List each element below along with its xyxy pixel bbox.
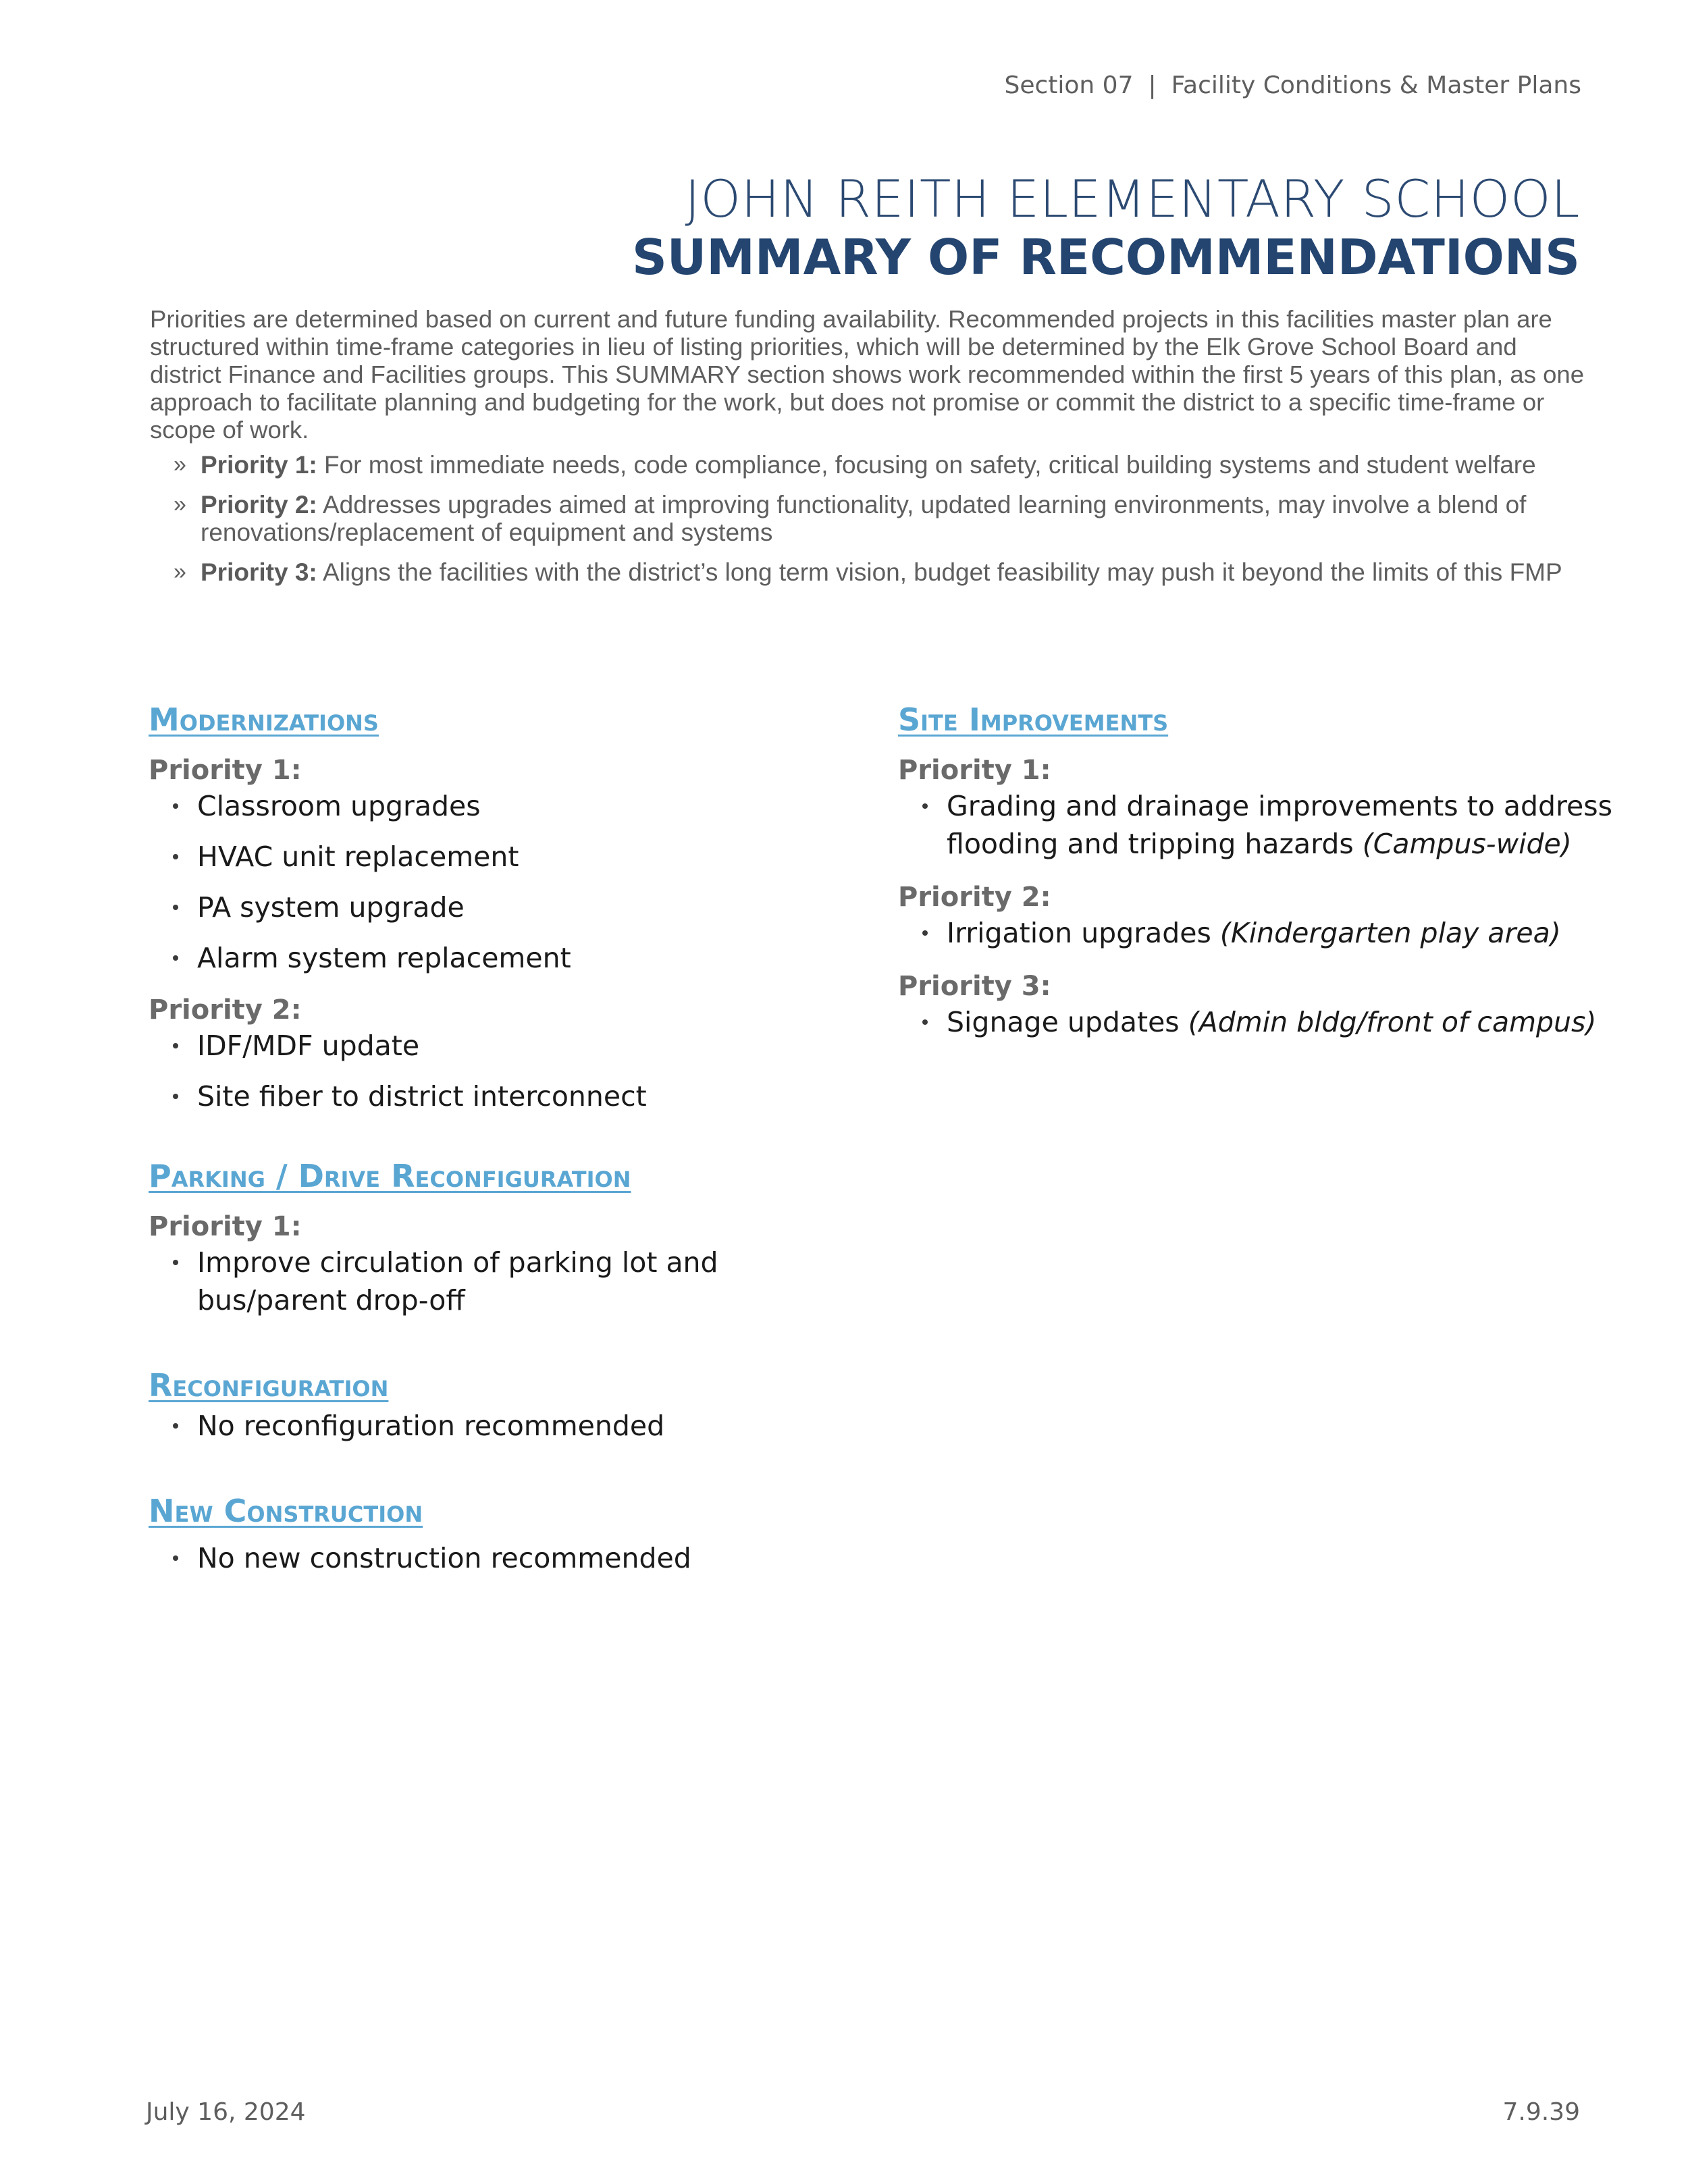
site-improvements-heading: Site Improvements <box>898 701 1169 738</box>
school-name: JOHN REITH ELEMENTARY SCHOOL <box>685 169 1580 229</box>
list-item-location: (Admin bldg/front of campus) <box>1188 1006 1597 1038</box>
bullet-icon <box>173 1423 178 1429</box>
parking-heading: Parking / Drive Reconfiguration <box>149 1158 631 1194</box>
list-item-text: Site fiber to district interconnect <box>197 1080 647 1113</box>
bullet-icon <box>922 930 928 936</box>
intro-paragraph: Priorities are determined based on current and future funding availability. Recommended projects in this facilities master plan are structured within time-frame categories in lieu of listing priorities, which will be determined by the Elk Grove School Board and district Finance and Facilities groups. This SUMMARY section shows work recommended within the first 5 years of this plan, as one approach to facilitate planning and budgeting for the work, but does not promise or commit the district to a specific time-frame or scope of work. <box>150 305 1585 444</box>
priority-definition-text: Aligns the facilities with the district’s long term vision, budget feasibility may push it beyond the limits of this FMP <box>317 558 1562 586</box>
list-item <box>149 888 864 926</box>
list-item <box>149 838 864 876</box>
left-column <box>149 701 864 1590</box>
site-priority-3-list <box>898 1003 1614 1041</box>
list-item <box>149 1244 864 1319</box>
parking-section <box>149 1157 864 1319</box>
modernizations-heading: Modernizations <box>149 701 379 738</box>
priority-label: Priority 1: <box>149 755 302 786</box>
title-block <box>632 170 1580 286</box>
bullet-icon <box>173 803 178 809</box>
list-item-text: Classroom upgrades <box>197 790 481 822</box>
priority-definition-3 <box>150 558 1588 586</box>
priority-definitions <box>150 451 1588 598</box>
site-priority-1-list <box>898 787 1614 863</box>
list-item <box>898 914 1614 952</box>
priority-definition-label: Priority 2: <box>201 491 317 518</box>
priority-definition-2 <box>150 491 1588 546</box>
header-separator: | <box>1148 72 1157 99</box>
list-item <box>149 1407 864 1445</box>
list-item-text: No reconfiguration recommended <box>197 1410 665 1442</box>
list-item <box>149 1027 864 1065</box>
list-item-location: (Kindergarten play area) <box>1219 917 1561 949</box>
priority-label: Priority 3: <box>898 971 1051 1002</box>
bullet-icon <box>173 1043 178 1048</box>
list-item-text: HVAC unit replacement <box>197 841 519 873</box>
section-number: Section 07 <box>1004 72 1134 99</box>
site-improvements-section <box>898 701 1614 1041</box>
list-item-location: (Campus-wide) <box>1362 828 1572 860</box>
bullet-icon <box>173 1094 178 1099</box>
right-column <box>898 701 1614 1054</box>
new-construction-list <box>149 1539 864 1577</box>
list-item-text: No new construction recommended <box>197 1542 691 1574</box>
bullet-icon <box>173 854 178 859</box>
list-item-text: Improve circulation of parking lot and bus/parent drop-off <box>197 1246 718 1316</box>
list-item <box>149 1539 864 1577</box>
priority-label: Priority 1: <box>149 1211 302 1242</box>
modernizations-section <box>149 701 864 1115</box>
new-construction-section <box>149 1492 864 1577</box>
reconfiguration-list <box>149 1407 864 1445</box>
list-item <box>149 1077 864 1115</box>
priority-definition-1 <box>150 451 1588 479</box>
reconfiguration-heading: Reconfiguration <box>149 1367 389 1404</box>
reconfiguration-section <box>149 1366 864 1445</box>
list-item-text: Grading and drainage improvements to address flooding and tripping hazards <box>947 790 1612 860</box>
page-number: 7.9.39 <box>1502 2098 1580 2126</box>
page-title: SUMMARY OF RECOMMENDATIONS <box>631 229 1580 286</box>
bullet-icon <box>922 1019 928 1025</box>
bullet-icon <box>173 905 178 910</box>
bullet-icon <box>173 955 178 961</box>
bullet-icon <box>922 803 928 809</box>
chevron-bullet-icon: » <box>174 452 186 477</box>
priority-definition-text: Addresses upgrades aimed at improving functionality, updated learning environments, may involve a blend of renovations/replacement of equipment and systems <box>201 491 1527 546</box>
bullet-icon <box>173 1555 178 1561</box>
list-item-text: Irrigation upgrades <box>947 917 1220 949</box>
section-title: Facility Conditions & Master Plans <box>1171 72 1581 99</box>
list-item <box>149 939 864 977</box>
list-item <box>149 787 864 825</box>
site-priority-2-list <box>898 914 1614 952</box>
list-item-text: Alarm system replacement <box>197 942 571 974</box>
list-item-text: Signage updates <box>947 1006 1188 1038</box>
running-header <box>1004 72 1581 99</box>
modernizations-priority-1-list <box>149 787 864 977</box>
footer-date: July 16, 2024 <box>146 2098 306 2126</box>
parking-priority-1-list <box>149 1244 864 1319</box>
new-construction-heading: New Construction <box>149 1493 423 1529</box>
priority-label: Priority 2: <box>149 994 302 1026</box>
modernizations-priority-2-list <box>149 1027 864 1115</box>
list-item-text: IDF/MDF update <box>197 1030 420 1062</box>
priority-label: Priority 2: <box>898 882 1051 913</box>
list-item <box>898 787 1614 863</box>
bullet-icon <box>173 1260 178 1265</box>
priority-definition-label: Priority 1: <box>201 451 317 479</box>
list-item <box>898 1003 1614 1041</box>
chevron-bullet-icon: » <box>174 491 186 517</box>
priority-label: Priority 1: <box>898 755 1051 786</box>
priority-definition-text: For most immediate needs, code compliance, focusing on safety, critical building systems and student welfare <box>317 451 1536 479</box>
chevron-bullet-icon: » <box>174 559 186 585</box>
priority-definition-label: Priority 3: <box>201 558 317 586</box>
list-item-text: PA system upgrade <box>197 891 465 924</box>
